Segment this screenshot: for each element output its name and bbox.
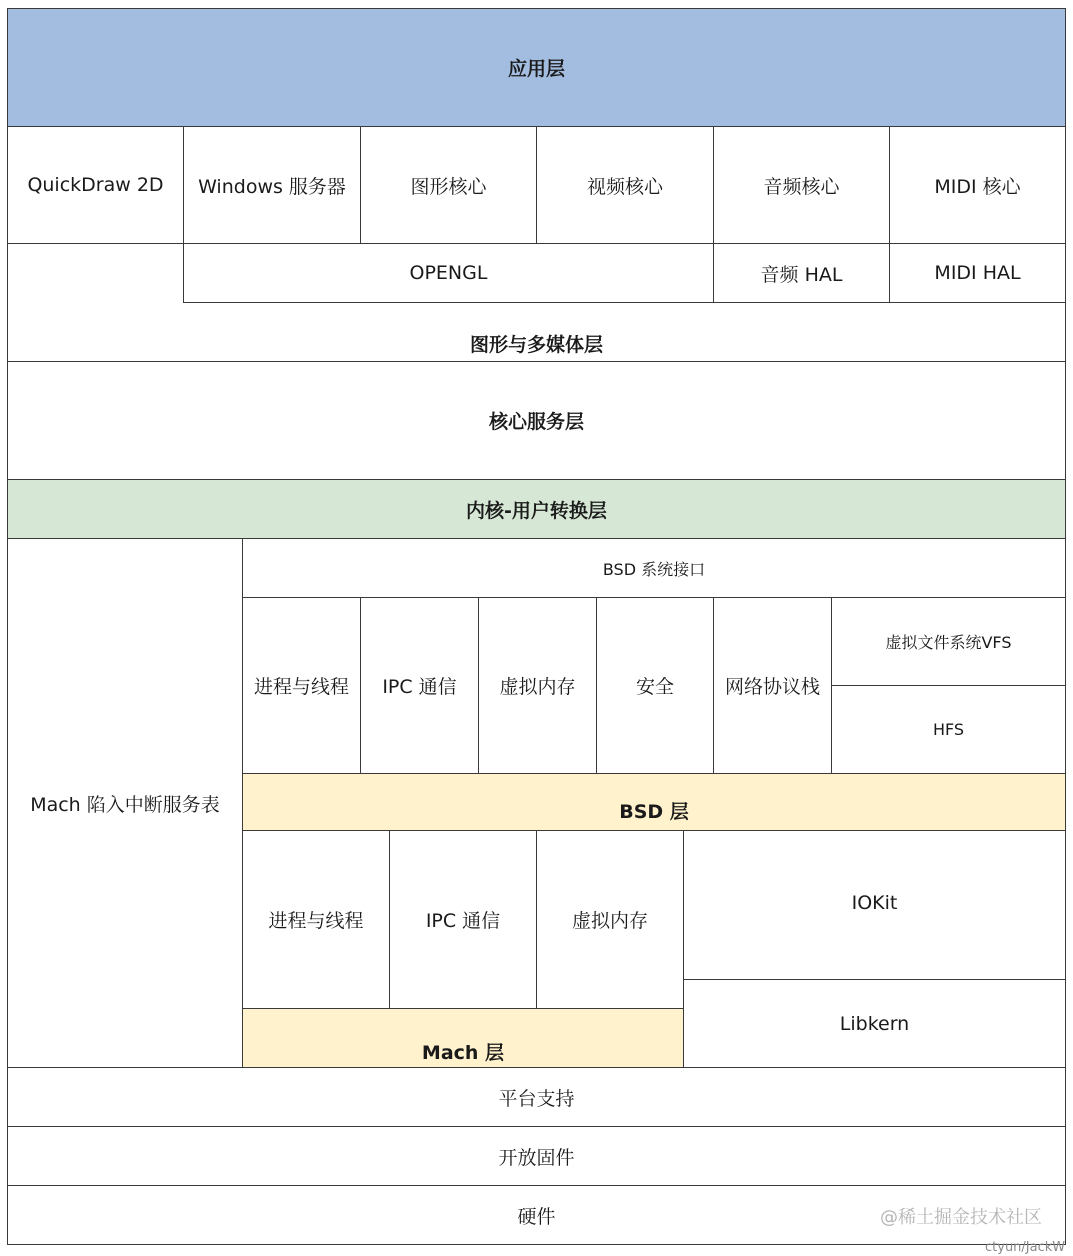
mach-ipc: IPC 通信 <box>389 830 537 1009</box>
hardware: 硬件 <box>7 1185 1066 1245</box>
video-core: 视频核心 <box>536 126 714 244</box>
watermark-user: ctyun/JackW <box>985 1240 1066 1255</box>
bsd-hfs: HFS <box>831 685 1066 774</box>
mach-layer: Mach 层 <box>242 1008 684 1068</box>
windows-server: Windows 服务器 <box>183 126 361 244</box>
core-services-layer: 核心服务层 <box>7 361 1066 480</box>
audio-core: 音频核心 <box>713 126 890 244</box>
mach-virtual-memory: 虚拟内存 <box>536 830 684 1009</box>
bsd-ipc: IPC 通信 <box>360 597 479 774</box>
midi-core: MIDI 核心 <box>889 126 1066 244</box>
kernel-user-transition-layer: 内核-用户转换层 <box>7 479 1066 539</box>
graphics-multimedia-layer-label: 图形与多媒体层 <box>469 334 603 356</box>
bsd-vfs: 虚拟文件系统VFS <box>831 597 1066 686</box>
bsd-process-thread: 进程与线程 <box>242 597 361 774</box>
app-layer: 应用层 <box>7 8 1066 127</box>
graphics-core: 图形核心 <box>360 126 537 244</box>
midi-hal: MIDI HAL <box>889 243 1066 303</box>
audio-hal: 音频 HAL <box>713 243 890 303</box>
iokit: IOKit <box>683 830 1066 980</box>
mach-process-thread: 进程与线程 <box>242 830 390 1009</box>
opengl: OPENGL <box>183 243 714 303</box>
quickdraw-2d: QuickDraw 2D <box>7 126 184 244</box>
bsd-layer: BSD 层 <box>242 773 1066 831</box>
platform-support: 平台支持 <box>7 1067 1066 1127</box>
watermark-text: @稀土掘金技术社区 <box>880 1207 1042 1228</box>
libkern: Libkern <box>683 979 1066 1068</box>
bsd-syscall-interface: BSD 系统接口 <box>242 538 1066 598</box>
bsd-virtual-memory: 虚拟内存 <box>478 597 597 774</box>
open-firmware: 开放固件 <box>7 1126 1066 1186</box>
bsd-security: 安全 <box>596 597 714 774</box>
mach-trap-table: Mach 陷入中断服务表 <box>7 538 243 1068</box>
bsd-network-stack: 网络协议栈 <box>713 597 832 774</box>
